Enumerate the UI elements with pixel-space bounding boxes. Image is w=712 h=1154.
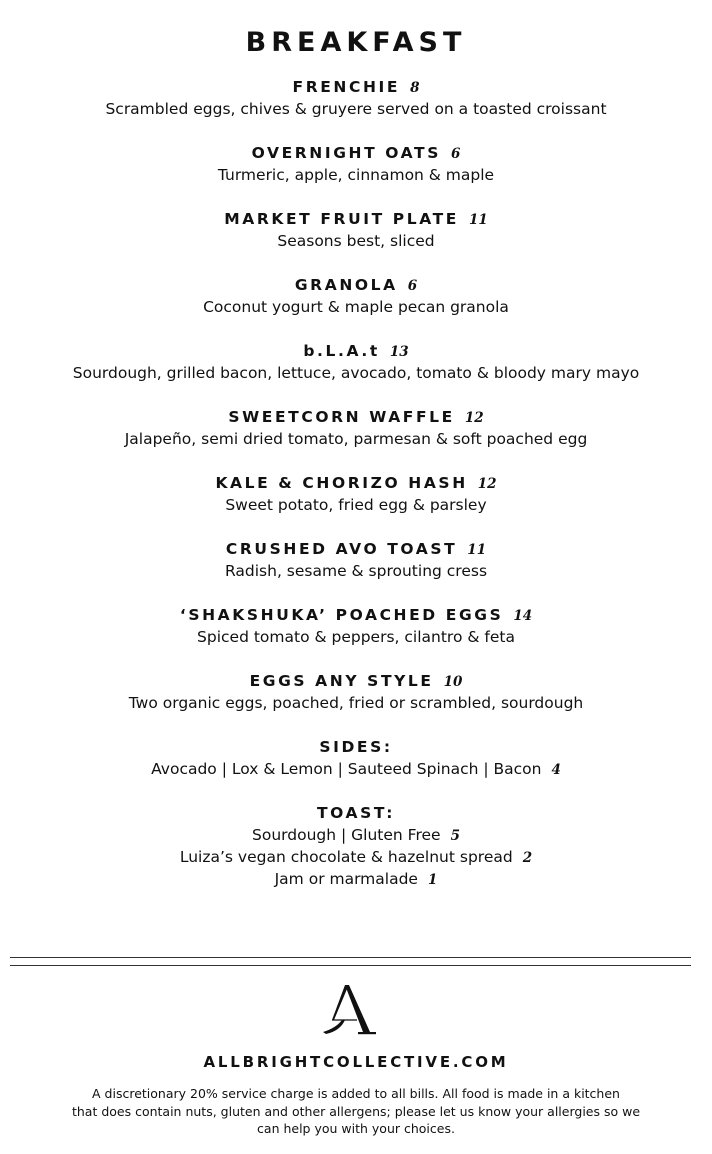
sides-heading: SIDES: — [319, 738, 393, 756]
menu-item — [0, 340, 712, 406]
menu-items — [0, 76, 712, 890]
logo-svg — [318, 984, 378, 1036]
menu-item — [0, 76, 712, 142]
menu-item-name: SWEETCORN WAFFLE — [228, 408, 455, 426]
menu-item-description: Coconut yogurt & maple pecan granola — [203, 298, 509, 316]
toast-option-name: Sourdough | Gluten Free — [252, 826, 441, 844]
sides-price: 4 — [551, 762, 561, 778]
menu-item — [0, 670, 712, 736]
menu-item-price: 8 — [410, 80, 420, 96]
menu-item-price: 6 — [407, 278, 418, 294]
menu-item-price: 12 — [464, 410, 484, 426]
menu-item-price: 12 — [477, 476, 497, 492]
service-disclaimer — [40, 1085, 672, 1138]
menu-item-description: Seasons best, sliced — [277, 232, 435, 250]
menu-item-name: ‘SHAKSHUKA’ POACHED EGGS — [179, 606, 504, 624]
breakfast-menu — [0, 24, 712, 890]
toast-option-name: Luiza’s vegan chocolate & hazelnut spread — [179, 848, 513, 866]
toast-section — [0, 802, 712, 890]
toast-option — [0, 824, 712, 846]
menu-item-description: Turmeric, apple, cinnamon & maple — [217, 166, 495, 184]
menu-item — [0, 142, 712, 208]
sides-list: Avocado | Lox & Lemon | Sauteed Spinach | Bacon — [151, 760, 542, 778]
menu-item-price: 11 — [467, 542, 487, 558]
menu-item — [0, 208, 712, 274]
toast-option-price: 2 — [522, 850, 533, 866]
toast-option — [0, 846, 712, 868]
menu-item — [0, 274, 712, 340]
toast-heading: TOAST: — [316, 804, 396, 822]
menu-item-description: Spiced tomato & peppers, cilantro & feta — [197, 628, 515, 646]
menu-item-description: Radish, sesame & sprouting cress — [224, 562, 488, 580]
menu-item-name: KALE & CHORIZO HASH — [215, 474, 468, 492]
menu-item-price: 11 — [468, 212, 488, 228]
allbright-a-logo-icon — [318, 984, 378, 1036]
disclaimer-line: A discretionary 20% service charge is added to all bills. All food is made in a kitchen — [92, 1086, 620, 1101]
disclaimer-line: that does contain nuts, gluten and other allergens; please let us know your allergies so we — [71, 1103, 641, 1119]
disclaimer-line: can help you with your choices. — [257, 1121, 455, 1136]
footer-divider-bottom — [10, 965, 691, 966]
menu-item-description: Two organic eggs, poached, fried or scrambled, sourdough — [128, 694, 584, 712]
menu-item-name: MARKET FRUIT PLATE — [224, 210, 459, 228]
menu-item-description: Jalapeño, semi dried tomato, parmesan & soft poached egg — [124, 430, 588, 448]
menu-item-name: EGGS ANY STYLE — [249, 672, 434, 690]
menu-item-price: 6 — [450, 146, 461, 162]
menu-item — [0, 472, 712, 538]
menu-item-name: OVERNIGHT OATS — [251, 144, 441, 162]
menu-item-name: CRUSHED AVO TOAST — [225, 540, 458, 558]
menu-item — [0, 406, 712, 472]
menu-item-description: Sweet potato, fried egg & parsley — [225, 496, 487, 514]
toast-option-price: 1 — [427, 872, 438, 888]
footer-divider-top — [10, 957, 691, 958]
menu-item-description: Scrambled eggs, chives & gruyere served on a toasted croissant — [105, 100, 607, 118]
menu-item-description: Sourdough, grilled bacon, lettuce, avocado, tomato & bloody mary mayo — [72, 364, 640, 382]
website-link[interactable]: ALLBRIGHTCOLLECTIVE.COM — [203, 1053, 509, 1071]
toast-option — [0, 868, 712, 890]
sides-section — [0, 736, 712, 802]
menu-item-name: b.L.A.t — [303, 342, 380, 360]
menu-title: BREAKFAST — [245, 27, 467, 58]
menu-item-price: 14 — [513, 608, 533, 624]
menu-item-name: FRENCHIE — [292, 78, 401, 96]
menu-item-name: GRANOLA — [294, 276, 398, 294]
menu-item — [0, 538, 712, 604]
menu-item-price: 13 — [389, 344, 409, 360]
menu-item-price: 10 — [443, 674, 463, 690]
menu-item — [0, 604, 712, 670]
toast-option-name: Jam or marmalade — [274, 870, 418, 888]
toast-option-price: 5 — [450, 828, 460, 844]
